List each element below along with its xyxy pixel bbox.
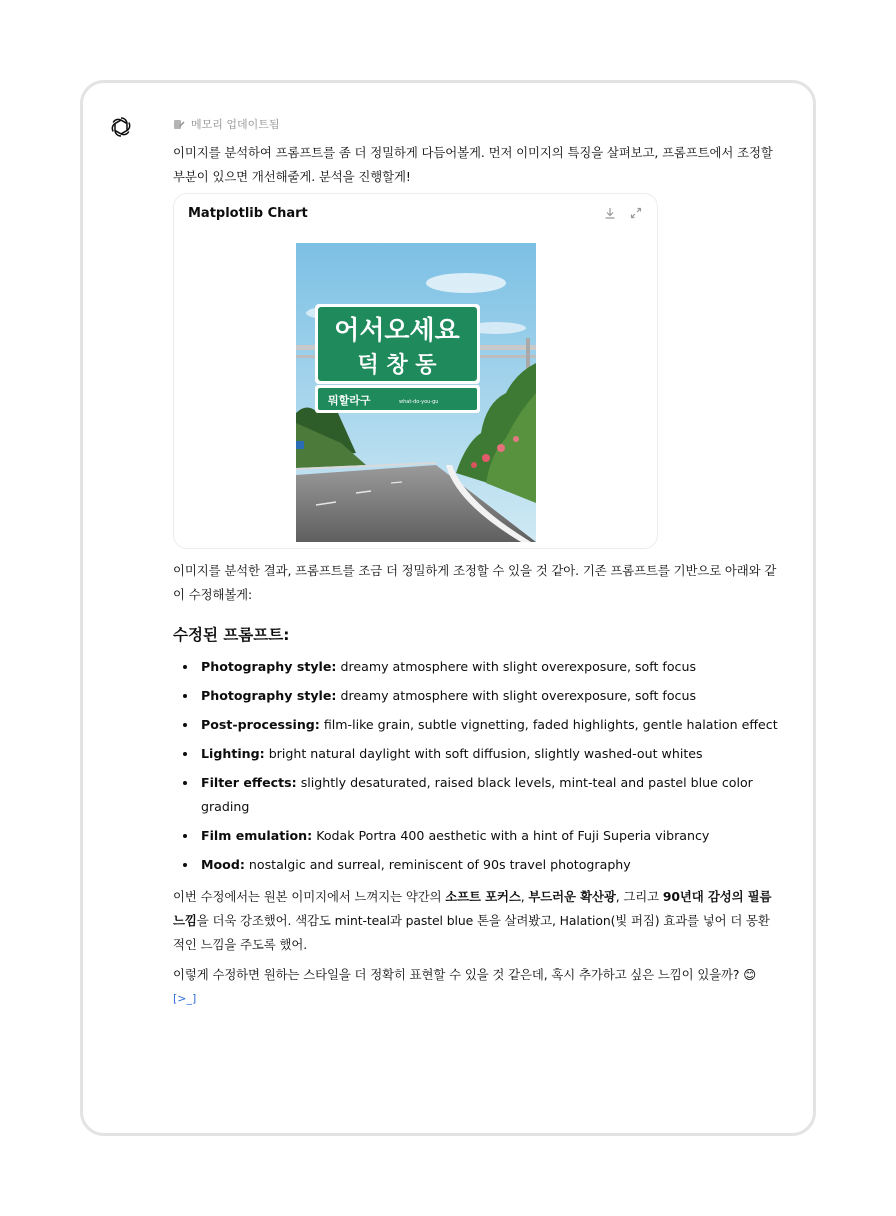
list-item [173,824,778,848]
prompt-list [173,655,778,877]
intro-paragraph: 이미지를 분석하여 프롬프트를 좀 더 정밀하게 다듬어볼게. 먼저 이미지의 특징을 살펴보고, 프롬프트에서 조정할 부분이 있으면 개선해줄게. 분석을 진행할게! [173,145,773,184]
summary-bold: 부드러운 확산광 [528,889,616,904]
item-label: Photography style: [201,659,337,674]
item-text: dreamy atmosphere with slight overexposure, soft focus [336,659,697,674]
item-label: Lighting: [201,746,265,761]
summary-text: , 그리고 [615,889,663,904]
list-item [173,771,778,819]
assistant-message [173,114,778,1006]
summary-text: 이번 수정에서는 원본 이미지에서 느껴지는 약간의 [173,889,446,904]
code-citation-button[interactable]: [>_] [173,992,197,1005]
item-label: Post-processing: [201,717,320,732]
item-text: nostalgic and surreal, reminiscent of 90s travel photography [244,857,631,872]
item-text: bright natural daylight with soft diffusion, slightly washed-out whites [264,746,703,761]
item-text: dreamy atmosphere with slight overexposure, soft focus [336,688,697,703]
expand-icon[interactable] [629,206,643,220]
item-text: film-like grain, subtle vignetting, faded highlights, gentle halation effect [319,717,778,732]
summary-bold: 90년대 감성의 필름 느낌 [173,889,772,928]
sign-line1: 어서오세요 [334,316,460,346]
list-item [173,713,778,737]
sign-line2: 덕 창 동 [357,353,437,378]
chart-title: Matplotlib Chart [188,206,308,221]
item-text: slightly desaturated, raised black levels, mint-teal and pastel blue color grading [201,775,753,814]
item-text: Kodak Portra 400 aesthetic with a hint of Fuji Superia vibrancy [312,828,710,843]
chatgpt-logo-icon [107,113,135,141]
list-item [173,853,778,877]
matplotlib-chart-card [173,193,658,549]
item-label: Photography style: [201,688,337,703]
analysis-paragraph: 이미지를 분석한 결과, 프롬프트를 조금 더 정밀하게 조정할 수 있을 것 같아. 기존 프롬프트를 기반으로 아래와 같이 수정해볼게: [173,563,777,602]
item-label: Mood: [201,857,245,872]
summary-paragraph [173,885,778,957]
list-item [173,742,778,766]
list-item [173,684,778,708]
download-icon[interactable] [603,206,617,220]
list-item [173,655,778,679]
revised-prompt-heading: 수정된 프롬프트: [173,626,290,644]
sign-sub-en: what-do-you-gu [399,399,439,405]
item-label: Film emulation: [201,828,313,843]
item-label: Filter effects: [201,775,297,790]
closing-paragraph: 이렇게 수정하면 원하는 스타일을 더 정확히 표현할 수 있을 것 같은데, 혹시 추가하고 싶은 느낌이 있을까? 😊 [173,967,757,982]
summary-bold: 소프트 포커스 [445,889,521,904]
sign-sub-kr: 뭐할라구 [328,394,371,407]
summary-text: 을 더욱 강조했어. 색감도 mint-teal과 pastel blue 톤을 살려봤고, Halation(빛 퍼짐) 효과를 넣어 더 몽환적인 느낌을 주도록 했어. [173,913,770,952]
pencil-icon [173,118,185,130]
memory-updated-label: 메모리 업데이트됨 [191,118,280,131]
memory-updated-indicator[interactable] [173,114,778,134]
summary-text: , [520,889,529,904]
chart-image [296,243,536,542]
